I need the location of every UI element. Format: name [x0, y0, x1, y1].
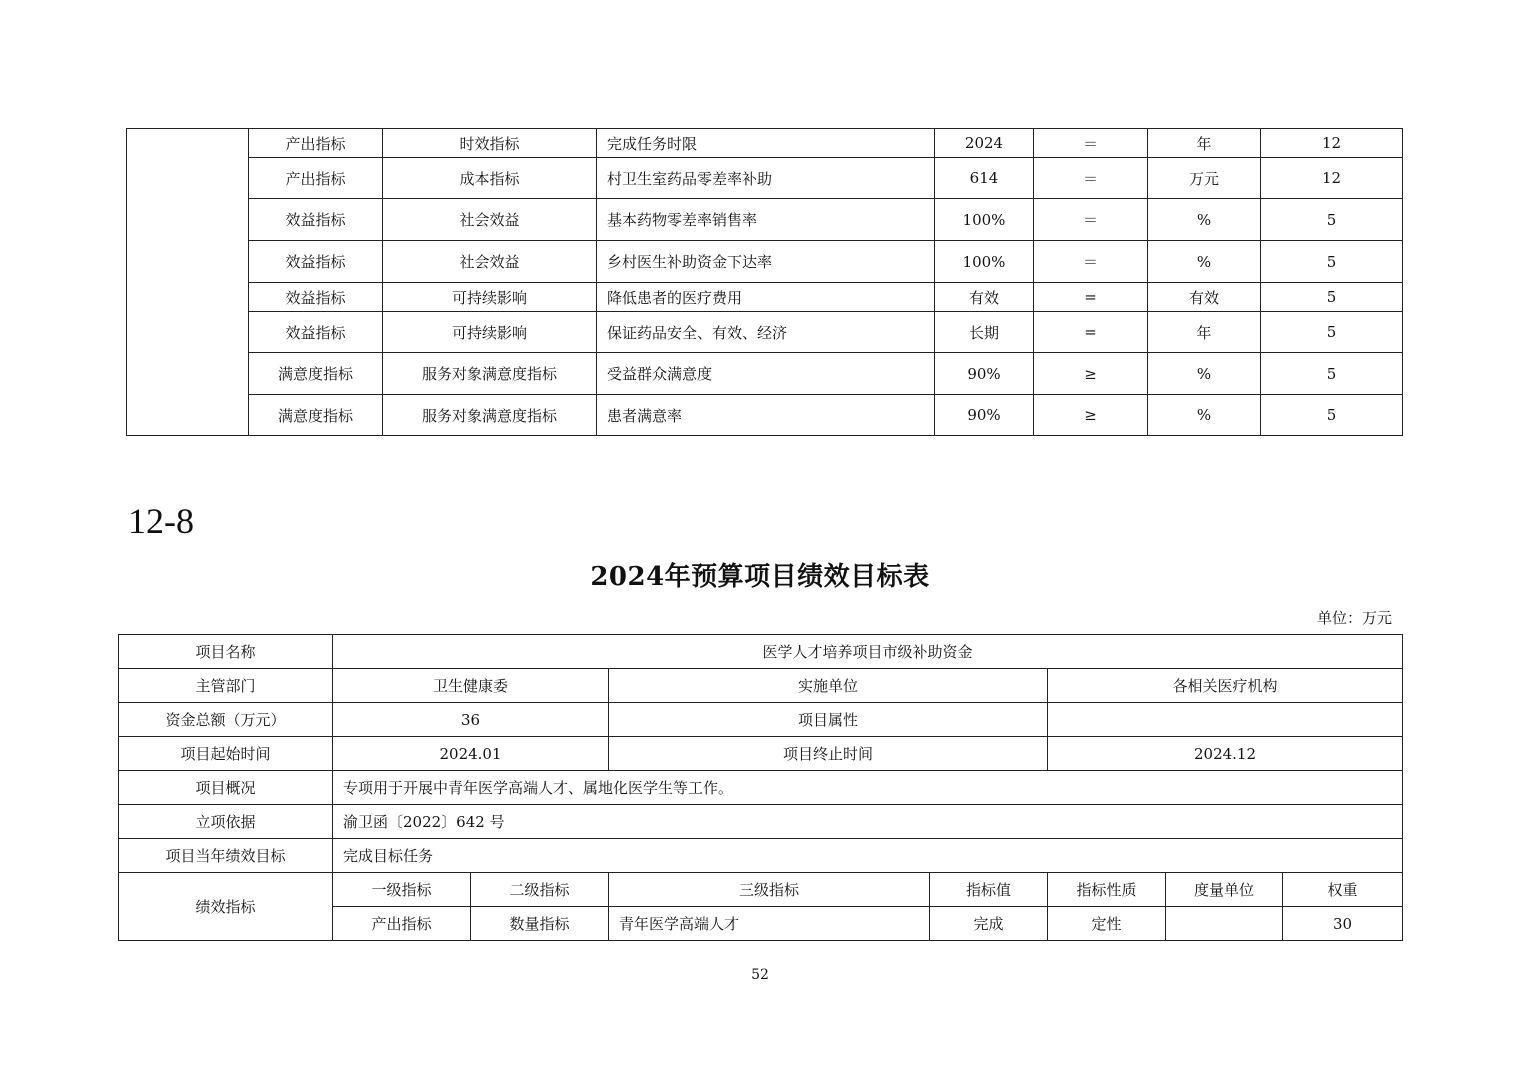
- dept-label: 主管部门: [119, 669, 333, 703]
- table-cell: 患者满意率: [597, 395, 935, 436]
- table-cell: =: [1034, 312, 1148, 353]
- table-cell: 保证药品安全、有效、经济: [597, 312, 935, 353]
- end-value: 2024.12: [1048, 737, 1403, 771]
- table-cell: 100%: [935, 199, 1034, 241]
- dept-value: 卫生健康委: [333, 669, 609, 703]
- table-cell: 服务对象满意度指标: [383, 353, 597, 395]
- fund-label: 资金总额（万元）: [119, 703, 333, 737]
- table-cell: ＝: [1034, 241, 1148, 283]
- table-row: [127, 129, 1403, 158]
- table-cell: 社会效益: [383, 241, 597, 283]
- table-row: [127, 199, 1403, 241]
- table-cell: 100%: [935, 241, 1034, 283]
- table-row: [119, 873, 1403, 907]
- table-cell: 产出指标: [249, 129, 383, 158]
- table-cell: =: [1034, 283, 1148, 312]
- impl-label: 实施单位: [609, 669, 1048, 703]
- table-cell: 5: [1261, 241, 1403, 283]
- table-row: [119, 703, 1403, 737]
- unit-label: 单位：万元: [1316, 609, 1392, 627]
- table-cell: 定性: [1048, 907, 1166, 941]
- start-label: 项目起始时间: [119, 737, 333, 771]
- table-cell: 青年医学高端人才: [609, 907, 930, 941]
- indicator-header: 指标性质: [1048, 873, 1166, 907]
- table-cell: 2024: [935, 129, 1034, 158]
- end-label: 项目终止时间: [609, 737, 1048, 771]
- table-cell: ＝: [1034, 199, 1148, 241]
- table-cell: %: [1148, 395, 1261, 436]
- table-cell: 时效指标: [383, 129, 597, 158]
- table-cell: 服务对象满意度指标: [383, 395, 597, 436]
- table-row: [127, 395, 1403, 436]
- table-cell: 5: [1261, 199, 1403, 241]
- table-cell: 长期: [935, 312, 1034, 353]
- table-cell: 万元: [1148, 158, 1261, 199]
- table-cell: 满意度指标: [249, 353, 383, 395]
- table-cell: 效益指标: [249, 312, 383, 353]
- table-cell: 年: [1148, 312, 1261, 353]
- overview-value: 专项用于开展中青年医学高端人才、属地化医学生等工作。: [333, 771, 1403, 805]
- table-cell: 12: [1261, 129, 1403, 158]
- page-number: 52: [751, 967, 769, 983]
- start-value: 2024.01: [333, 737, 609, 771]
- project-name-value: 医学人才培养项目市级补助资金: [333, 635, 1403, 669]
- table-cell: 效益指标: [249, 241, 383, 283]
- goal-value: 完成目标任务: [333, 839, 1403, 873]
- table-cell: 可持续影响: [383, 312, 597, 353]
- impl-value: 各相关医疗机构: [1048, 669, 1403, 703]
- table-cell: 90%: [935, 395, 1034, 436]
- table-cell: ≥: [1034, 353, 1148, 395]
- table-cell: 完成: [930, 907, 1048, 941]
- table-cell: 产出指标: [249, 158, 383, 199]
- table-row: [119, 635, 1403, 669]
- table-cell: 5: [1261, 395, 1403, 436]
- table-cell: ＝: [1034, 129, 1148, 158]
- table-cell: 效益指标: [249, 199, 383, 241]
- table-cell: 5: [1261, 283, 1403, 312]
- indicator-header: 一级指标: [333, 873, 471, 907]
- table-cell: 有效: [1148, 283, 1261, 312]
- table-cell: ＝: [1034, 158, 1148, 199]
- table-row: [127, 312, 1403, 353]
- table-row: [119, 805, 1403, 839]
- table-cell: %: [1148, 353, 1261, 395]
- table-cell: %: [1148, 199, 1261, 241]
- table-cell: 完成任务时限: [597, 129, 935, 158]
- table-row: [119, 737, 1403, 771]
- table-cell: %: [1148, 241, 1261, 283]
- table-cell: 数量指标: [471, 907, 609, 941]
- indicator-header: 权重: [1283, 873, 1403, 907]
- table-cell: 基本药物零差率销售率: [597, 199, 935, 241]
- table-cell: 12: [1261, 158, 1403, 199]
- indicator-header: 指标值: [930, 873, 1048, 907]
- attr-value: [1048, 703, 1403, 737]
- table-cell: 5: [1261, 353, 1403, 395]
- project-name-label: 项目名称: [119, 635, 333, 669]
- table-row: [127, 241, 1403, 283]
- table-row: [119, 839, 1403, 873]
- project-performance-table: [118, 634, 1403, 941]
- page-title: 2024年预算项目绩效目标表: [590, 562, 930, 592]
- table-cell: 成本指标: [383, 158, 597, 199]
- fund-value: 36: [333, 703, 609, 737]
- table-cell: 有效: [935, 283, 1034, 312]
- merged-blank-cell: [127, 129, 249, 436]
- basis-value: 渝卫函〔2022〕642 号: [333, 805, 1403, 839]
- table-row: [127, 353, 1403, 395]
- table-cell: 90%: [935, 353, 1034, 395]
- table-cell: 满意度指标: [249, 395, 383, 436]
- table-cell: 村卫生室药品零差率补助: [597, 158, 935, 199]
- overview-label: 项目概况: [119, 771, 333, 805]
- table-cell: 降低患者的医疗费用: [597, 283, 935, 312]
- indicator-header: 度量单位: [1166, 873, 1283, 907]
- table-row: [119, 771, 1403, 805]
- indicator-header: 二级指标: [471, 873, 609, 907]
- indicator-header: 三级指标: [609, 873, 930, 907]
- table-cell: 受益群众满意度: [597, 353, 935, 395]
- table-cell: 30: [1283, 907, 1403, 941]
- table-cell: 社会效益: [383, 199, 597, 241]
- table-cell: 乡村医生补助资金下达率: [597, 241, 935, 283]
- table-row: [119, 669, 1403, 703]
- table-cell: ≥: [1034, 395, 1148, 436]
- basis-label: 立项依据: [119, 805, 333, 839]
- indicator-table-continued: [126, 128, 1403, 436]
- table-row: [127, 283, 1403, 312]
- section-number: 12-8: [128, 501, 194, 541]
- table-cell: 效益指标: [249, 283, 383, 312]
- table-cell: 614: [935, 158, 1034, 199]
- attr-label: 项目属性: [609, 703, 1048, 737]
- table-row: [127, 158, 1403, 199]
- table-cell: [1166, 907, 1283, 941]
- indicator-label: 绩效指标: [119, 873, 333, 941]
- table-cell: 5: [1261, 312, 1403, 353]
- table-cell: 年: [1148, 129, 1261, 158]
- table-cell: 产出指标: [333, 907, 471, 941]
- table-cell: 可持续影响: [383, 283, 597, 312]
- goal-label: 项目当年绩效目标: [119, 839, 333, 873]
